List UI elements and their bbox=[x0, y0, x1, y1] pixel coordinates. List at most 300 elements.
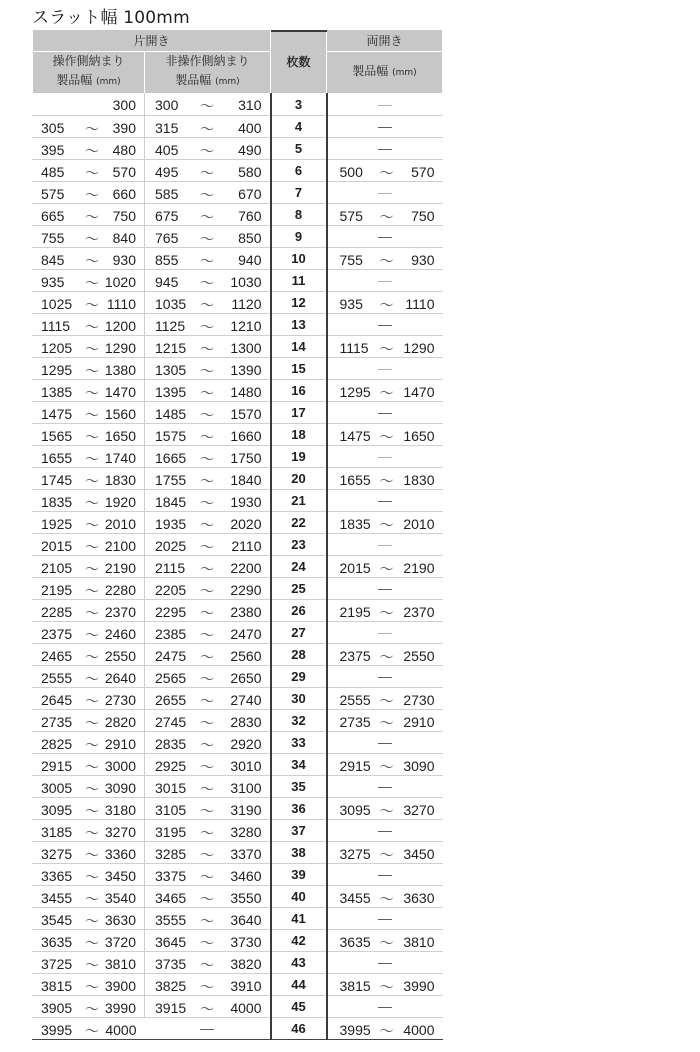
two-side-width bbox=[327, 181, 443, 203]
range-tilde: ～ bbox=[200, 648, 214, 665]
operate-side-width bbox=[33, 423, 145, 445]
non-operate-side-width bbox=[145, 247, 271, 269]
non-operate-side-label: 非操作側納まり bbox=[165, 54, 250, 69]
range-max: 1200 bbox=[104, 317, 136, 334]
dash-mark: — bbox=[378, 734, 392, 750]
range-max: 2920 bbox=[230, 735, 262, 752]
dash-mark: — bbox=[378, 624, 392, 640]
two-side-width bbox=[327, 995, 443, 1017]
two-side-width bbox=[327, 665, 443, 687]
range-max: 3460 bbox=[230, 867, 262, 884]
slat-count: 45 bbox=[271, 995, 327, 1017]
range-max: 390 bbox=[112, 119, 136, 136]
range-min: 3735 bbox=[155, 955, 187, 972]
range-tilde: ～ bbox=[200, 736, 214, 753]
operate-side-width bbox=[33, 863, 145, 885]
range-max: 3990 bbox=[104, 999, 136, 1016]
dash-mark: — bbox=[378, 910, 392, 926]
dash-mark: — bbox=[378, 316, 392, 332]
range-max: 1030 bbox=[230, 273, 262, 290]
operate-side-width bbox=[33, 335, 145, 357]
range-tilde: ～ bbox=[379, 890, 394, 907]
range-min: 395 bbox=[41, 141, 65, 158]
range-max: 3810 bbox=[104, 955, 136, 972]
dash-mark: — bbox=[378, 404, 392, 420]
operate-side-width bbox=[33, 181, 145, 203]
operate-side-width bbox=[33, 885, 145, 907]
range-min: 2475 bbox=[155, 647, 187, 664]
range-tilde: ～ bbox=[200, 362, 214, 379]
range-tilde: ～ bbox=[200, 384, 214, 401]
operate-side-width bbox=[33, 995, 145, 1017]
range-max: 3100 bbox=[230, 779, 262, 796]
range-tilde: ～ bbox=[200, 164, 214, 181]
table-row bbox=[33, 335, 443, 357]
slat-count: 10 bbox=[271, 247, 327, 269]
range-min: 1835 bbox=[339, 515, 371, 532]
two-side-width bbox=[327, 819, 443, 841]
range-tilde: ～ bbox=[200, 978, 214, 995]
range-min: 3095 bbox=[339, 801, 371, 818]
range-min: 3275 bbox=[41, 845, 73, 862]
dash-mark: — bbox=[378, 492, 392, 508]
two-side-width bbox=[327, 445, 443, 467]
range-min: 1035 bbox=[155, 295, 187, 312]
range-tilde: ～ bbox=[379, 692, 394, 709]
slat-count: 42 bbox=[271, 929, 327, 951]
slat-count: 8 bbox=[271, 203, 327, 225]
range-max: 1390 bbox=[230, 361, 262, 378]
range-tilde: ～ bbox=[85, 318, 99, 335]
operate-side-width bbox=[33, 709, 145, 731]
non-operate-side-width bbox=[145, 753, 271, 775]
range-min: 3635 bbox=[339, 933, 371, 950]
non-operate-side-width bbox=[145, 533, 271, 555]
slat-count: 39 bbox=[271, 863, 327, 885]
range-tilde: ～ bbox=[85, 252, 99, 269]
range-tilde: ～ bbox=[85, 670, 99, 687]
slat-count: 46 bbox=[271, 1017, 327, 1039]
non-operate-side-width bbox=[145, 973, 271, 995]
range-max: 3810 bbox=[403, 933, 435, 950]
two-side-width bbox=[327, 533, 443, 555]
range-max: 1560 bbox=[104, 405, 136, 422]
non-operate-side-width bbox=[145, 621, 271, 643]
range-min: 500 bbox=[339, 163, 363, 180]
table-row bbox=[33, 709, 443, 731]
range-min: 1295 bbox=[41, 361, 73, 378]
range-min: 3555 bbox=[155, 911, 187, 928]
range-tilde: ～ bbox=[200, 824, 214, 841]
operate-side-width bbox=[33, 93, 145, 115]
table-row bbox=[33, 929, 443, 951]
range-max: 570 bbox=[411, 163, 435, 180]
slat-count: 27 bbox=[271, 621, 327, 643]
range-max: 1380 bbox=[104, 361, 136, 378]
range-tilde: ～ bbox=[200, 560, 214, 577]
range-tilde: ～ bbox=[85, 604, 99, 621]
non-operate-side-width bbox=[145, 115, 271, 137]
range-min: 2375 bbox=[339, 647, 371, 664]
range-tilde: ～ bbox=[200, 186, 214, 203]
range-max: 3010 bbox=[230, 757, 262, 774]
two-side-width bbox=[327, 313, 443, 335]
operate-side-width bbox=[33, 577, 145, 599]
range-tilde: ～ bbox=[200, 406, 214, 423]
range-max: 2910 bbox=[403, 713, 435, 730]
operate-side-width bbox=[33, 973, 145, 995]
slat-count: 25 bbox=[271, 577, 327, 599]
range-max: 2110 bbox=[231, 537, 262, 554]
table-row bbox=[33, 511, 443, 533]
range-tilde: ～ bbox=[85, 362, 99, 379]
two-side-width bbox=[327, 225, 443, 247]
slat-count: 38 bbox=[271, 841, 327, 863]
range-min: 1935 bbox=[155, 515, 187, 532]
range-min: 1115 bbox=[41, 317, 71, 334]
range-min: 2375 bbox=[41, 625, 73, 642]
range-min: 2295 bbox=[155, 603, 187, 620]
range-tilde: ～ bbox=[85, 758, 99, 775]
range-max: 1290 bbox=[104, 339, 136, 356]
range-max: 1300 bbox=[230, 339, 262, 356]
range-min: 3465 bbox=[155, 889, 187, 906]
table-row bbox=[33, 93, 443, 115]
range-tilde: ～ bbox=[85, 120, 99, 137]
range-max: 3370 bbox=[230, 845, 262, 862]
range-tilde: ～ bbox=[200, 296, 214, 313]
range-min: 2205 bbox=[155, 581, 187, 598]
range-tilde: ～ bbox=[200, 780, 214, 797]
range-min: 1025 bbox=[41, 295, 73, 312]
table-row bbox=[33, 467, 443, 489]
non-operate-side-width bbox=[145, 577, 271, 599]
slat-count: 3 bbox=[271, 93, 327, 115]
range-max: 750 bbox=[411, 207, 435, 224]
product-width-label: 製品幅 bbox=[175, 73, 212, 88]
range-tilde: ～ bbox=[200, 604, 214, 621]
non-operate-side-width bbox=[145, 709, 271, 731]
operate-side-width bbox=[33, 555, 145, 577]
dash-mark: — bbox=[378, 998, 392, 1014]
range-max: 2650 bbox=[230, 669, 262, 686]
range-tilde: ～ bbox=[85, 978, 99, 995]
operate-side-width bbox=[33, 203, 145, 225]
range-tilde: ～ bbox=[200, 868, 214, 885]
range-tilde: ～ bbox=[85, 208, 99, 225]
range-tilde: ～ bbox=[200, 428, 214, 445]
range-min: 1295 bbox=[339, 383, 371, 400]
range-tilde: ～ bbox=[200, 1000, 214, 1017]
slat-count: 15 bbox=[271, 357, 327, 379]
non-operate-side-width bbox=[145, 269, 271, 291]
range-max: 2730 bbox=[403, 691, 435, 708]
slat-count: 13 bbox=[271, 313, 327, 335]
table-row bbox=[33, 445, 443, 467]
table-row bbox=[33, 643, 443, 665]
range-max: 1830 bbox=[104, 471, 136, 488]
page-title: スラット幅 100mm bbox=[32, 8, 190, 28]
range-max: 1110 bbox=[106, 295, 136, 312]
range-tilde: ～ bbox=[85, 912, 99, 929]
range-min: 575 bbox=[41, 185, 65, 202]
non-operate-side-width bbox=[145, 555, 271, 577]
range-max: 3540 bbox=[104, 889, 136, 906]
range-max: 1740 bbox=[104, 449, 136, 466]
range-tilde: ～ bbox=[379, 714, 394, 731]
non-operate-side-width bbox=[145, 599, 271, 621]
range-min: 585 bbox=[155, 185, 179, 202]
slat-count: 24 bbox=[271, 555, 327, 577]
range-max: 2190 bbox=[403, 559, 435, 576]
range-min: 1845 bbox=[155, 493, 187, 510]
range-min: 845 bbox=[41, 251, 65, 268]
table-row bbox=[33, 159, 443, 181]
dash-mark: — bbox=[378, 272, 392, 288]
range-max: 1660 bbox=[230, 427, 262, 444]
operate-side-width bbox=[33, 379, 145, 401]
two-side-width bbox=[327, 159, 443, 181]
range-min: 1125 bbox=[155, 317, 186, 334]
range-max: 2910 bbox=[104, 735, 136, 752]
dash-mark: — bbox=[378, 360, 392, 376]
range-max: 940 bbox=[238, 251, 262, 268]
table-row bbox=[33, 423, 443, 445]
slat-count: 17 bbox=[271, 401, 327, 423]
two-side-width bbox=[327, 93, 443, 115]
product-width-label: 製品幅 bbox=[56, 73, 93, 88]
range-max: 2190 bbox=[104, 559, 136, 576]
range-tilde: ～ bbox=[85, 868, 99, 885]
range-min: 2115 bbox=[155, 559, 186, 576]
range-min: 675 bbox=[155, 207, 179, 224]
slat-count: 5 bbox=[271, 137, 327, 159]
range-tilde: ～ bbox=[379, 340, 394, 357]
two-side-width bbox=[327, 797, 443, 819]
range-min: 1305 bbox=[155, 361, 187, 378]
slat-count: 43 bbox=[271, 951, 327, 973]
range-tilde: ～ bbox=[379, 164, 394, 181]
range-tilde: ～ bbox=[85, 890, 99, 907]
range-min: 2025 bbox=[155, 537, 187, 554]
range-min: 2915 bbox=[41, 757, 73, 774]
operate-side-width bbox=[33, 797, 145, 819]
range-max: 3720 bbox=[104, 933, 136, 950]
two-side-width bbox=[327, 621, 443, 643]
range-min: 3005 bbox=[41, 779, 73, 796]
range-tilde: ～ bbox=[200, 692, 214, 709]
operate-side-width bbox=[33, 401, 145, 423]
non-operate-side-width bbox=[145, 863, 271, 885]
operate-side-width bbox=[33, 775, 145, 797]
slat-count: 12 bbox=[271, 291, 327, 313]
range-min: 3815 bbox=[339, 977, 371, 994]
range-tilde: ～ bbox=[379, 978, 394, 995]
range-min: 1115 bbox=[339, 339, 369, 356]
range-max: 2010 bbox=[104, 515, 136, 532]
table-row bbox=[33, 115, 443, 137]
range-min: 2735 bbox=[41, 713, 73, 730]
table-row bbox=[33, 533, 443, 555]
range-max: 2290 bbox=[230, 581, 262, 598]
two-side-width bbox=[327, 643, 443, 665]
range-max: 300 bbox=[112, 97, 136, 113]
non-operate-side-width bbox=[145, 797, 271, 819]
non-operate-side-width bbox=[145, 203, 271, 225]
operate-side-width bbox=[33, 907, 145, 929]
range-min: 2015 bbox=[339, 559, 371, 576]
range-tilde: ～ bbox=[85, 164, 99, 181]
range-max: 2460 bbox=[104, 625, 136, 642]
range-max: 1210 bbox=[230, 317, 262, 334]
non-operate-side-width bbox=[145, 951, 271, 973]
range-min: 1215 bbox=[155, 339, 187, 356]
range-max: 2370 bbox=[104, 603, 136, 620]
table-row bbox=[33, 401, 443, 423]
range-tilde: ～ bbox=[379, 758, 394, 775]
table-row bbox=[33, 973, 443, 995]
range-tilde: ～ bbox=[379, 252, 394, 269]
range-tilde: ～ bbox=[379, 472, 394, 489]
dash-mark: — bbox=[378, 822, 392, 838]
range-tilde: ～ bbox=[85, 582, 99, 599]
dash-mark: — bbox=[378, 184, 392, 200]
range-min: 3105 bbox=[155, 801, 187, 818]
range-min: 1395 bbox=[155, 383, 187, 400]
dash-mark: — bbox=[378, 580, 392, 596]
range-max: 4000 bbox=[230, 999, 262, 1016]
range-min: 2015 bbox=[41, 537, 73, 554]
range-max: 3190 bbox=[230, 801, 262, 818]
slat-count: 34 bbox=[271, 753, 327, 775]
range-max: 3450 bbox=[403, 845, 435, 862]
two-side-width bbox=[327, 709, 443, 731]
range-tilde: ～ bbox=[85, 1000, 99, 1017]
range-tilde: ～ bbox=[85, 1022, 99, 1039]
two-side-width bbox=[327, 863, 443, 885]
non-operate-side-width bbox=[145, 841, 271, 863]
range-max: 2380 bbox=[230, 603, 262, 620]
table-row bbox=[33, 951, 443, 973]
range-max: 1570 bbox=[230, 405, 262, 422]
range-tilde: ～ bbox=[85, 824, 99, 841]
two-side-width bbox=[327, 357, 443, 379]
range-tilde: ～ bbox=[379, 846, 394, 863]
slat-count: 28 bbox=[271, 643, 327, 665]
non-operate-side-width bbox=[145, 137, 271, 159]
two-side-width bbox=[327, 1017, 443, 1039]
range-max: 570 bbox=[112, 163, 136, 180]
slat-count: 20 bbox=[271, 467, 327, 489]
two-side-width bbox=[327, 423, 443, 445]
operate-side-width bbox=[33, 489, 145, 511]
range-min: 3995 bbox=[339, 1021, 371, 1038]
table-row bbox=[33, 357, 443, 379]
range-max: 1020 bbox=[104, 273, 136, 290]
range-min: 3375 bbox=[155, 867, 187, 884]
operate-side-width bbox=[33, 951, 145, 973]
range-min: 2655 bbox=[155, 691, 187, 708]
non-operate-side-width bbox=[145, 335, 271, 357]
operate-side-width bbox=[33, 621, 145, 643]
two-side-width bbox=[327, 599, 443, 621]
table-row bbox=[33, 379, 443, 401]
range-min: 2285 bbox=[41, 603, 73, 620]
range-tilde: ～ bbox=[200, 912, 214, 929]
range-min: 315 bbox=[155, 119, 179, 136]
dash-mark: — bbox=[378, 954, 392, 970]
range-min: 300 bbox=[155, 97, 179, 113]
dash-mark: — bbox=[378, 778, 392, 794]
table-row bbox=[33, 665, 443, 687]
slat-count: 32 bbox=[271, 709, 327, 731]
non-operate-side-width bbox=[145, 665, 271, 687]
range-max: 1650 bbox=[104, 427, 136, 444]
range-min: 2195 bbox=[339, 603, 371, 620]
range-max: 930 bbox=[112, 251, 136, 268]
range-max: 3000 bbox=[104, 757, 136, 774]
non-operate-side-width bbox=[145, 643, 271, 665]
range-min: 1755 bbox=[155, 471, 187, 488]
table-row bbox=[33, 313, 443, 335]
non-operate-side-width bbox=[145, 225, 271, 247]
range-max: 3910 bbox=[230, 977, 262, 994]
non-operate-side-width bbox=[145, 1017, 271, 1039]
range-tilde: ～ bbox=[379, 1022, 394, 1039]
range-max: 3270 bbox=[403, 801, 435, 818]
range-min: 935 bbox=[41, 273, 65, 290]
range-tilde: ～ bbox=[200, 538, 214, 555]
slat-count: 36 bbox=[271, 797, 327, 819]
range-tilde: ～ bbox=[200, 208, 214, 225]
range-min: 2735 bbox=[339, 713, 371, 730]
slat-count: 7 bbox=[271, 181, 327, 203]
range-max: 1920 bbox=[104, 493, 136, 510]
range-max: 930 bbox=[411, 251, 435, 268]
range-tilde: ～ bbox=[200, 890, 214, 907]
range-tilde: ～ bbox=[200, 802, 214, 819]
range-max: 3630 bbox=[403, 889, 435, 906]
range-max: 2020 bbox=[230, 515, 262, 532]
range-max: 2820 bbox=[104, 713, 136, 730]
range-min: 1565 bbox=[41, 427, 73, 444]
range-min: 2385 bbox=[155, 625, 187, 642]
range-min: 1485 bbox=[155, 405, 187, 422]
non-operate-side-width bbox=[145, 819, 271, 841]
two-side-width bbox=[327, 731, 443, 753]
range-tilde: ～ bbox=[85, 142, 99, 159]
range-min: 1385 bbox=[41, 383, 73, 400]
non-operate-side-width bbox=[145, 423, 271, 445]
operate-side-width bbox=[33, 445, 145, 467]
non-operate-side-width bbox=[145, 401, 271, 423]
range-tilde: ～ bbox=[85, 428, 99, 445]
range-tilde: ～ bbox=[85, 472, 99, 489]
range-max: 3280 bbox=[230, 823, 262, 840]
operate-side-width bbox=[33, 115, 145, 137]
range-tilde: ～ bbox=[85, 692, 99, 709]
table-row bbox=[33, 907, 443, 929]
slat-count: 35 bbox=[271, 775, 327, 797]
range-max: 2830 bbox=[230, 713, 262, 730]
range-tilde: ～ bbox=[200, 956, 214, 973]
non-operate-side-width bbox=[145, 313, 271, 335]
range-max: 1480 bbox=[230, 383, 262, 400]
range-tilde: ～ bbox=[200, 670, 214, 687]
range-tilde: ～ bbox=[200, 934, 214, 951]
range-max: 1930 bbox=[230, 493, 262, 510]
table-row bbox=[33, 137, 443, 159]
